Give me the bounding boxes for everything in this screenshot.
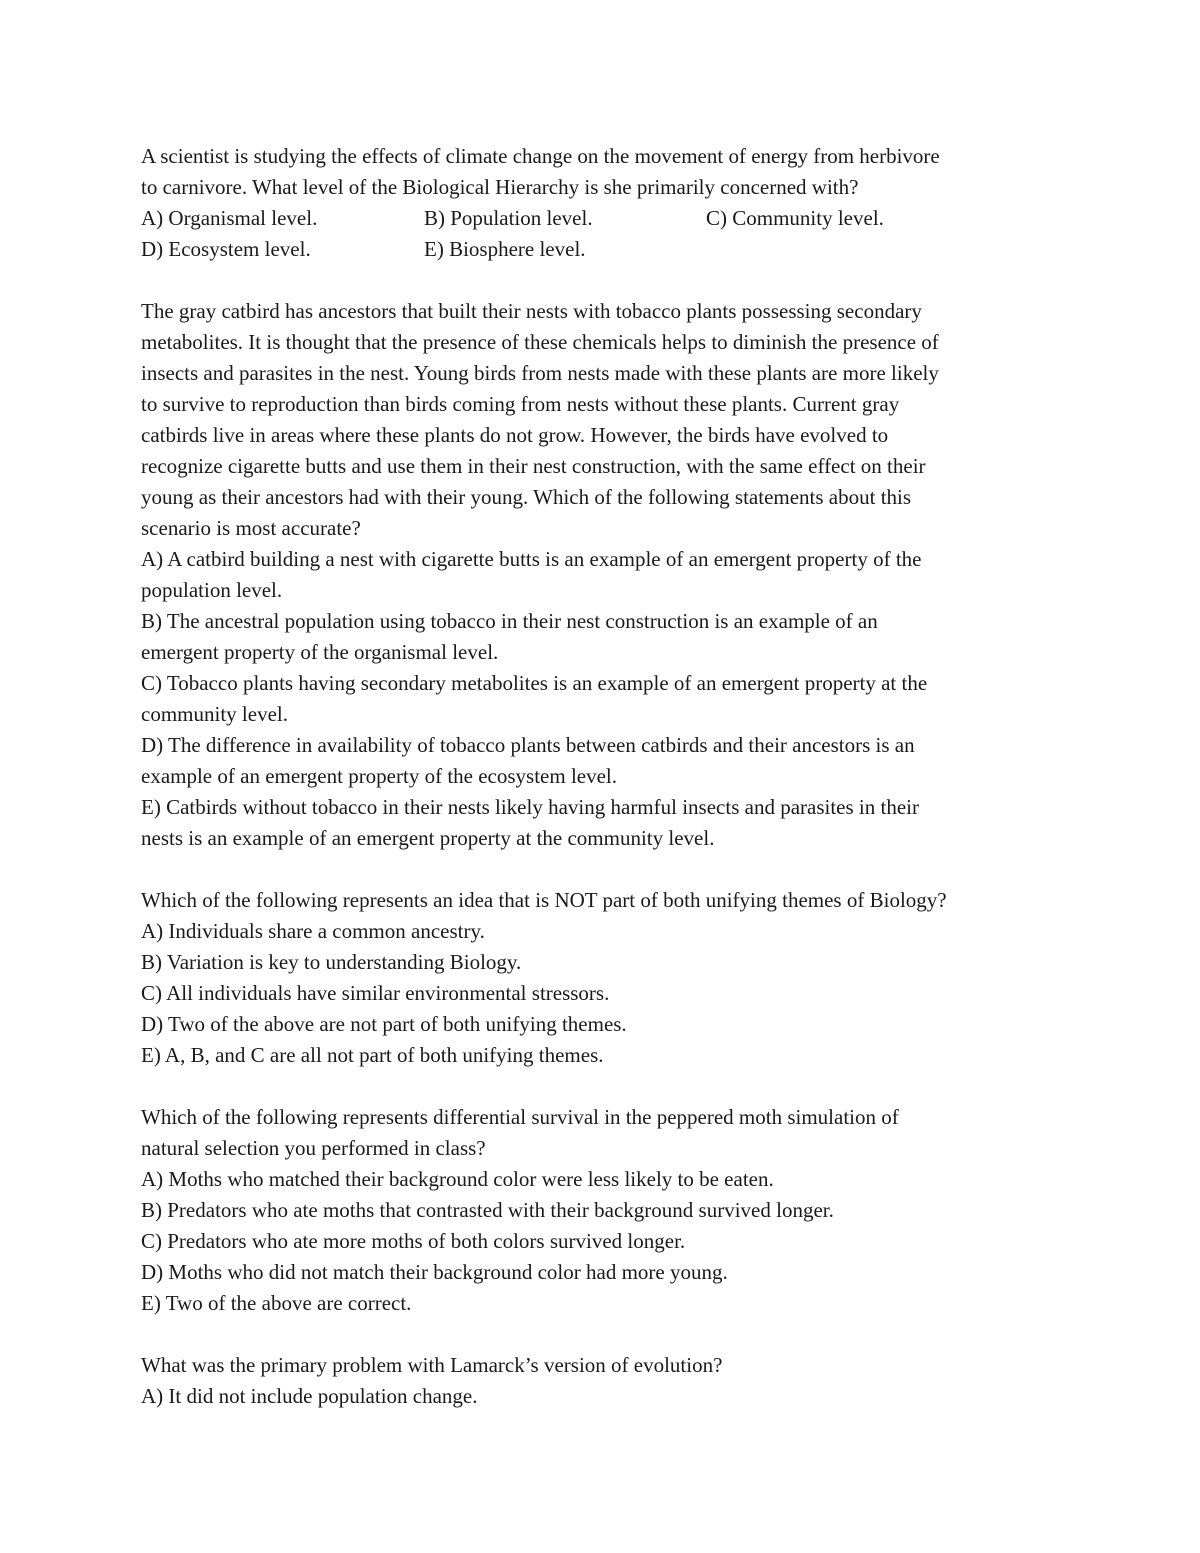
question-4 xyxy=(141,1102,1061,1319)
answer-option-row xyxy=(141,203,1061,234)
answer-option-d-cont: example of an emergent property of the ecosystem level. xyxy=(141,764,618,788)
answer-option-a-cont: population level. xyxy=(141,578,283,602)
question-stem-line: scenario is most accurate? xyxy=(141,516,361,540)
question-stem-line: to survive to reproduction than birds coming from nests without these plants. Current gray xyxy=(141,392,900,416)
answer-option-a: A) Individuals share a common ancestry. xyxy=(141,919,485,943)
question-stem-line: metabolites. It is thought that the presence of these chemicals helps to diminish the presence of xyxy=(141,330,939,354)
answer-option-c: C) Predators who ate more moths of both colors survived longer. xyxy=(141,1229,686,1253)
answer-option-d: D) Ecosystem level. xyxy=(141,237,311,261)
question-stem-line: Which of the following represents an idea that is NOT part of both unifying themes of Biology? xyxy=(141,888,947,912)
answer-option-d: D) Moths who did not match their background color had more young. xyxy=(141,1260,728,1284)
question-stem-line: recognize cigarette butts and use them in their nest construction, with the same effect on their xyxy=(141,454,926,478)
question-stem-line: catbirds live in areas where these plants do not grow. However, the birds have evolved to xyxy=(141,423,889,447)
question-stem-line: Which of the following represents differential survival in the peppered moth simulation of xyxy=(141,1105,899,1129)
answer-option-d: D) Two of the above are not part of both unifying themes. xyxy=(141,1012,627,1036)
answer-option-e: E) Two of the above are correct. xyxy=(141,1291,412,1315)
answer-option-e: E) A, B, and C are all not part of both unifying themes. xyxy=(141,1043,604,1067)
answer-option-c-cont: community level. xyxy=(141,702,288,726)
question-1 xyxy=(141,141,1061,265)
question-stem-line: The gray catbird has ancestors that built their nests with tobacco plants possessing secondary xyxy=(141,299,922,323)
question-stem-line: A scientist is studying the effects of climate change on the movement of energy from herbivore xyxy=(141,144,940,168)
answer-option-e: E) Catbirds without tobacco in their nests likely having harmful insects and parasites in their xyxy=(141,795,919,819)
answer-option-d: D) The difference in availability of tobacco plants between catbirds and their ancestors is an xyxy=(141,733,915,757)
answer-option-b-cont: emergent property of the organismal level. xyxy=(141,640,499,664)
question-stem-line: to carnivore. What level of the Biological Hierarchy is she primarily concerned with? xyxy=(141,175,859,199)
answer-option-c: C) All individuals have similar environmental stressors. xyxy=(141,981,610,1005)
answer-option-a: A) It did not include population change. xyxy=(141,1384,478,1408)
answer-option-b: B) Population level. xyxy=(424,206,593,230)
question-stem-line: What was the primary problem with Lamarck’s version of evolution? xyxy=(141,1353,723,1377)
answer-option-e: E) Biosphere level. xyxy=(424,237,586,261)
answer-option-b: B) Variation is key to understanding Biology. xyxy=(141,950,522,974)
answer-option-b: B) Predators who ate moths that contrasted with their background survived longer. xyxy=(141,1198,834,1222)
question-stem-line: insects and parasites in the nest. Young birds from nests made with these plants are more likely xyxy=(141,361,939,385)
question-stem-line: young as their ancestors had with their young. Which of the following statements about this xyxy=(141,485,912,509)
answer-option-row xyxy=(141,234,1061,265)
answer-option-a: A) Organismal level. xyxy=(141,206,318,230)
question-5 xyxy=(141,1350,1061,1412)
question-3 xyxy=(141,885,1061,1071)
answer-option-c: C) Community level. xyxy=(706,206,884,230)
question-stem-line: natural selection you performed in class? xyxy=(141,1136,486,1160)
answer-option-a: A) A catbird building a nest with cigarette butts is an example of an emergent property of the xyxy=(141,547,922,571)
document-page xyxy=(141,141,1061,1443)
answer-option-a: A) Moths who matched their background color were less likely to be eaten. xyxy=(141,1167,774,1191)
answer-option-c: C) Tobacco plants having secondary metabolites is an example of an emergent property at the xyxy=(141,671,928,695)
question-2 xyxy=(141,296,1061,854)
answer-option-b: B) The ancestral population using tobacco in their nest construction is an example of an xyxy=(141,609,878,633)
answer-option-e-cont: nests is an example of an emergent property at the community level. xyxy=(141,826,715,850)
